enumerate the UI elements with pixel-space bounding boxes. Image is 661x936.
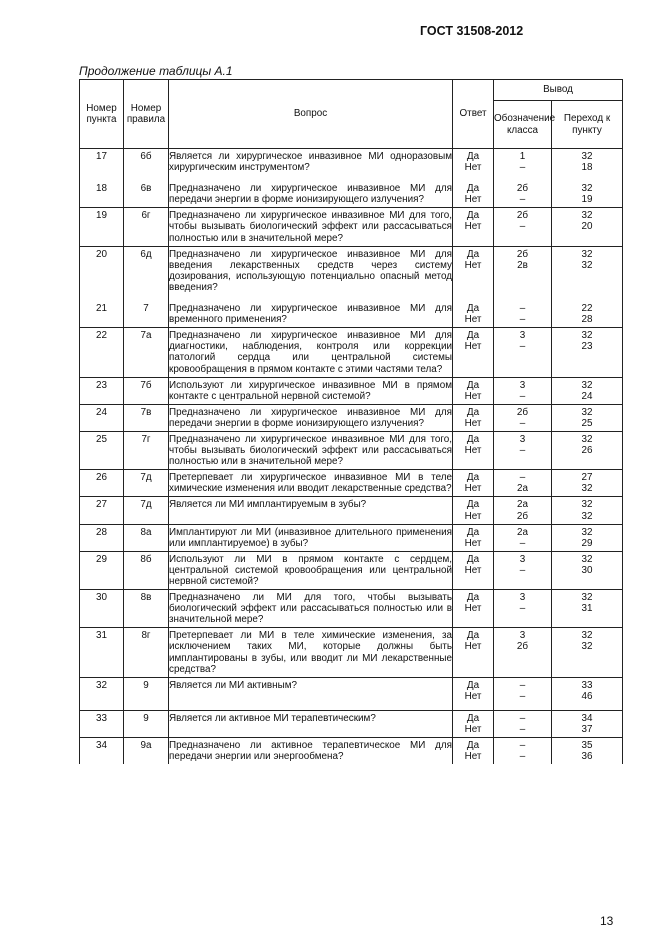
answer-no: Нет — [464, 751, 482, 763]
answer-yes: Да — [466, 433, 480, 445]
answer-yes: Да — [466, 183, 480, 195]
goto-item-cell — [552, 497, 623, 524]
question-text: Претерпевает ли МИ в теле химические изменения, за исключением таких МИ, которые должны быть имплантированы в зубы, или вводит ли МИ лекарственные средства? — [169, 628, 453, 677]
class-designation-cell — [494, 590, 552, 628]
class-designation-yes: 3 — [519, 630, 526, 642]
goto-item-cell — [552, 301, 623, 328]
goto-item-cell — [552, 208, 623, 246]
goto-item-cell — [552, 328, 623, 377]
class-designation-cell — [494, 470, 552, 497]
answer-cell — [453, 301, 494, 328]
item-number: 29 — [80, 551, 124, 589]
class-designation-no: – — [519, 445, 526, 457]
answer-no: Нет — [464, 445, 482, 457]
question-text: Предназначено ли хирургическое инвазивное МИ для диагностики, наблюдения, контроля или коррекции патологий сердца или центральной системы кровообращения в прямом контакте с этими частями тела? — [169, 328, 453, 377]
answer-no: Нет — [464, 690, 482, 702]
answer-no: Нет — [464, 390, 482, 402]
answer-no: Нет — [464, 564, 482, 576]
rule-number: 7д — [124, 497, 169, 524]
goto-item-yes: 32 — [581, 330, 593, 342]
class-designation-cell — [494, 404, 552, 431]
answer-yes: Да — [466, 499, 480, 511]
goto-item-yes: 22 — [581, 303, 593, 315]
item-number: 18 — [80, 181, 124, 208]
goto-item-cell — [552, 628, 623, 677]
goto-item-no: 30 — [581, 564, 593, 576]
class-designation-cell — [494, 149, 552, 182]
rule-number: 6в — [124, 181, 169, 208]
answer-no: Нет — [464, 194, 482, 206]
answer-cell — [453, 431, 494, 469]
answer-cell — [453, 524, 494, 551]
standard-designation: ГОСТ 31508-2012 — [420, 24, 524, 38]
class-designation-cell — [494, 181, 552, 208]
class-designation-no: – — [519, 221, 526, 233]
table-row — [80, 551, 623, 589]
class-designation-yes: – — [519, 303, 526, 315]
goto-item-cell — [552, 470, 623, 497]
class-designation-yes: 2б — [516, 406, 529, 418]
goto-item-cell — [552, 246, 623, 301]
class-designation-cell — [494, 710, 552, 737]
class-designation-yes: 2б — [516, 248, 529, 260]
answer-yes: Да — [466, 151, 480, 162]
table-row — [80, 328, 623, 377]
goto-item-yes: 27 — [581, 472, 593, 484]
item-number: 25 — [80, 431, 124, 469]
item-number: 26 — [80, 470, 124, 497]
item-number: 20 — [80, 246, 124, 301]
goto-item-no: 18 — [581, 162, 593, 174]
answer-yes: Да — [466, 526, 480, 538]
goto-item-no: 20 — [581, 221, 593, 233]
table-row — [80, 246, 623, 301]
class-designation-yes: 1 — [519, 151, 526, 162]
rule-number: 7в — [124, 404, 169, 431]
class-designation-no: – — [519, 417, 526, 429]
class-designation-cell — [494, 497, 552, 524]
goto-item-no: 32 — [581, 259, 593, 271]
answer-cell — [453, 149, 494, 182]
answer-cell — [453, 246, 494, 301]
goto-item-yes: 32 — [581, 553, 593, 565]
page-number: 13 — [600, 914, 614, 928]
header-answer: Ответ — [453, 80, 494, 149]
goto-item-no: 32 — [581, 510, 593, 522]
class-designation-cell — [494, 551, 552, 589]
goto-item-yes: 33 — [581, 679, 593, 691]
goto-item-no: 36 — [581, 751, 593, 763]
answer-cell — [453, 628, 494, 677]
class-designation-yes: – — [519, 740, 526, 752]
goto-item-yes: 35 — [581, 740, 593, 752]
answer-cell — [453, 738, 494, 765]
rule-number: 7д — [124, 470, 169, 497]
answer-yes: Да — [466, 406, 480, 418]
question-text: Является ли МИ имплантируемым в зубы? — [169, 497, 453, 524]
class-designation-no: – — [519, 724, 526, 736]
goto-item-yes: 34 — [581, 712, 593, 724]
question-text: Является ли хирургическое инвазивное МИ одноразовым хирургическим инструментом? — [169, 149, 453, 182]
rule-number: 9 — [124, 710, 169, 737]
goto-item-yes: 32 — [581, 406, 593, 418]
class-designation-yes: – — [519, 679, 526, 691]
table-row — [80, 377, 623, 404]
answer-no: Нет — [464, 221, 482, 233]
class-designation-yes: 3 — [519, 433, 526, 445]
answer-yes: Да — [466, 630, 480, 642]
class-designation-yes: 2б — [516, 183, 529, 195]
class-designation-cell — [494, 677, 552, 710]
table-row — [80, 677, 623, 710]
question-text: Предназначено ли активное терапевтическое МИ для передачи энергии или энергообмена? — [169, 738, 453, 765]
class-designation-cell — [494, 628, 552, 677]
header-question: Вопрос — [169, 80, 453, 149]
item-number: 30 — [80, 590, 124, 628]
class-designation-cell — [494, 738, 552, 765]
goto-item-yes: 32 — [581, 151, 593, 162]
answer-cell — [453, 328, 494, 377]
answer-no: Нет — [464, 641, 482, 653]
header-item-no: Номер пункта — [80, 80, 124, 149]
table-row — [80, 431, 623, 469]
answer-cell — [453, 710, 494, 737]
question-text: Претерпевает ли хирургическое инвазивное МИ в теле химические изменения или вводит лекарственные средства? — [169, 470, 453, 497]
answer-no: Нет — [464, 341, 482, 353]
answer-cell — [453, 590, 494, 628]
item-number: 34 — [80, 738, 124, 765]
goto-item-yes: 32 — [581, 499, 593, 511]
answer-yes: Да — [466, 210, 480, 222]
goto-item-cell — [552, 524, 623, 551]
table-row — [80, 497, 623, 524]
table-row — [80, 208, 623, 246]
rule-number: 8б — [124, 551, 169, 589]
class-designation-no: – — [519, 564, 526, 576]
goto-item-yes: 32 — [581, 630, 593, 642]
table-row — [80, 710, 623, 737]
class-designation-no: 2б — [516, 510, 529, 522]
answer-cell — [453, 181, 494, 208]
class-designation-cell — [494, 377, 552, 404]
goto-item-cell — [552, 710, 623, 737]
item-number: 28 — [80, 524, 124, 551]
rule-number: 8в — [124, 590, 169, 628]
goto-item-yes: 32 — [581, 526, 593, 538]
goto-item-no: 32 — [581, 641, 593, 653]
goto-item-no: 26 — [581, 445, 593, 457]
goto-item-cell — [552, 431, 623, 469]
header-rule-no: Номер правила — [124, 80, 169, 149]
answer-yes: Да — [466, 592, 480, 604]
table-row — [80, 524, 623, 551]
class-designation-cell — [494, 431, 552, 469]
rule-number: 8а — [124, 524, 169, 551]
question-text: Предназначено ли МИ для того, чтобы вызывать биологический эффект или рассасываться полностью или в значительной мере? — [169, 590, 453, 628]
class-designation-no: 2б — [516, 641, 529, 653]
goto-item-no: 37 — [581, 724, 593, 736]
goto-item-cell — [552, 738, 623, 765]
class-designation-no: – — [519, 603, 526, 615]
answer-yes: Да — [466, 330, 480, 342]
question-text: Является ли активное МИ терапевтическим? — [169, 710, 453, 737]
question-text: Предназначено ли хирургическое инвазивное МИ для временного применения? — [169, 301, 453, 328]
goto-item-yes: 32 — [581, 183, 593, 195]
class-designation-cell — [494, 301, 552, 328]
answer-yes: Да — [466, 379, 480, 391]
class-designation-cell — [494, 208, 552, 246]
class-designation-no: 2а — [517, 483, 528, 495]
goto-item-cell — [552, 181, 623, 208]
goto-item-no: 32 — [581, 483, 593, 495]
answer-no: Нет — [464, 417, 482, 429]
class-designation-yes: 2а — [517, 526, 528, 538]
item-number: 17 — [80, 149, 124, 182]
rule-number: 9а — [124, 738, 169, 765]
class-designation-yes: – — [519, 472, 526, 484]
rule-number: 7а — [124, 328, 169, 377]
class-designation-yes: 3 — [519, 592, 526, 604]
goto-item-cell — [552, 551, 623, 589]
rule-number: 7б — [124, 377, 169, 404]
item-number: 33 — [80, 710, 124, 737]
answer-no: Нет — [464, 483, 482, 495]
answer-cell — [453, 470, 494, 497]
table-row — [80, 149, 623, 182]
table-row — [80, 470, 623, 497]
question-text: Предназначено ли хирургическое инвазивное МИ для передачи энергии в форме ионизирующего излучения? — [169, 404, 453, 431]
item-number: 21 — [80, 301, 124, 328]
class-designation-no: – — [519, 537, 526, 549]
question-text: Является ли МИ активным? — [169, 677, 453, 710]
answer-no: Нет — [464, 724, 482, 736]
goto-item-no: 24 — [581, 390, 593, 402]
question-text: Используют ли хирургическое инвазивное МИ в прямом контакте с центральной нервной системой? — [169, 377, 453, 404]
item-number: 32 — [80, 677, 124, 710]
answer-yes: Да — [466, 679, 480, 691]
class-designation-no: – — [519, 314, 526, 326]
header-output: Вывод — [494, 80, 623, 101]
rule-number: 9 — [124, 677, 169, 710]
item-number: 19 — [80, 208, 124, 246]
question-text: Используют ли МИ в прямом контакте с сердцем, центральной системой кровообращения или центральной нервной системой? — [169, 551, 453, 589]
header-class: Обозначение класса — [494, 101, 552, 149]
class-designation-cell — [494, 524, 552, 551]
question-text: Предназначено ли хирургическое инвазивное МИ для введения лекарственных средств через систему дозирования, использующую потенциально опасный метод введения? — [169, 246, 453, 301]
goto-item-cell — [552, 590, 623, 628]
question-text: Предназначено ли хирургическое инвазивное МИ для того, чтобы вызывать биологический эффект или рассасываться полностью или в значительной мере? — [169, 208, 453, 246]
class-designation-yes: 2б — [516, 210, 529, 222]
class-designation-cell — [494, 246, 552, 301]
goto-item-no: 25 — [581, 417, 593, 429]
rule-number: 7 — [124, 301, 169, 328]
answer-cell — [453, 377, 494, 404]
answer-cell — [453, 404, 494, 431]
question-text: Предназначено ли хирургическое инвазивное МИ для того, чтобы вызывать биологический эффект или рассасываться полностью или в значительной мере? — [169, 431, 453, 469]
table-row — [80, 404, 623, 431]
answer-no: Нет — [464, 510, 482, 522]
rule-number: 8г — [124, 628, 169, 677]
class-designation-cell — [494, 328, 552, 377]
class-designation-no: – — [519, 690, 526, 702]
answer-yes: Да — [466, 472, 480, 484]
answer-yes: Да — [466, 303, 480, 315]
answer-no: Нет — [464, 537, 482, 549]
classification-table — [79, 79, 623, 764]
goto-item-cell — [552, 404, 623, 431]
class-designation-yes: 3 — [519, 379, 526, 391]
item-number: 24 — [80, 404, 124, 431]
class-designation-no: – — [519, 341, 526, 353]
class-designation-yes: 3 — [519, 330, 526, 342]
answer-yes: Да — [466, 740, 480, 752]
goto-item-yes: 32 — [581, 379, 593, 391]
table-row — [80, 628, 623, 677]
class-designation-no: 2в — [517, 259, 528, 271]
answer-cell — [453, 551, 494, 589]
answer-no: Нет — [464, 259, 482, 271]
rule-number: 6б — [124, 149, 169, 182]
question-text: Предназначено ли хирургическое инвазивное МИ для передачи энергии в форме ионизирующего излучения? — [169, 181, 453, 208]
answer-cell — [453, 677, 494, 710]
item-number: 23 — [80, 377, 124, 404]
goto-item-cell — [552, 149, 623, 182]
class-designation-yes: 3 — [519, 553, 526, 565]
item-number: 22 — [80, 328, 124, 377]
answer-no: Нет — [464, 314, 482, 326]
answer-cell — [453, 497, 494, 524]
rule-number: 7г — [124, 431, 169, 469]
rule-number: 6г — [124, 208, 169, 246]
header-goto: Переход к пункту — [552, 101, 623, 149]
answer-cell — [453, 208, 494, 246]
item-number: 31 — [80, 628, 124, 677]
answer-yes: Да — [466, 248, 480, 260]
class-designation-yes: 2а — [517, 499, 528, 511]
rule-number: 6д — [124, 246, 169, 301]
answer-yes: Да — [466, 712, 480, 724]
class-designation-no: – — [519, 390, 526, 402]
table-row — [80, 590, 623, 628]
answer-no: Нет — [464, 603, 482, 615]
item-number: 27 — [80, 497, 124, 524]
goto-item-yes: 32 — [581, 248, 593, 260]
table-row — [80, 738, 623, 765]
question-text: Имплантируют ли МИ (инвазивное длительного применения или имплантируемое) в зубы? — [169, 524, 453, 551]
class-designation-no: – — [519, 194, 526, 206]
goto-item-no: 31 — [581, 603, 593, 615]
class-designation-yes: – — [519, 712, 526, 724]
class-designation-no: – — [519, 162, 526, 174]
goto-item-no: 28 — [581, 314, 593, 326]
table-caption: Продолжение таблицы А.1 — [79, 64, 233, 78]
goto-item-no: 46 — [581, 690, 593, 702]
goto-item-no: 19 — [581, 194, 593, 206]
goto-item-no: 23 — [581, 341, 593, 353]
goto-item-cell — [552, 677, 623, 710]
answer-no: Нет — [464, 162, 482, 174]
goto-item-no: 29 — [581, 537, 593, 549]
goto-item-yes: 32 — [581, 433, 593, 445]
goto-item-cell — [552, 377, 623, 404]
goto-item-yes: 32 — [581, 592, 593, 604]
goto-item-yes: 32 — [581, 210, 593, 222]
answer-yes: Да — [466, 553, 480, 565]
class-designation-no: – — [519, 751, 526, 763]
table-row — [80, 301, 623, 328]
table-row — [80, 181, 623, 208]
